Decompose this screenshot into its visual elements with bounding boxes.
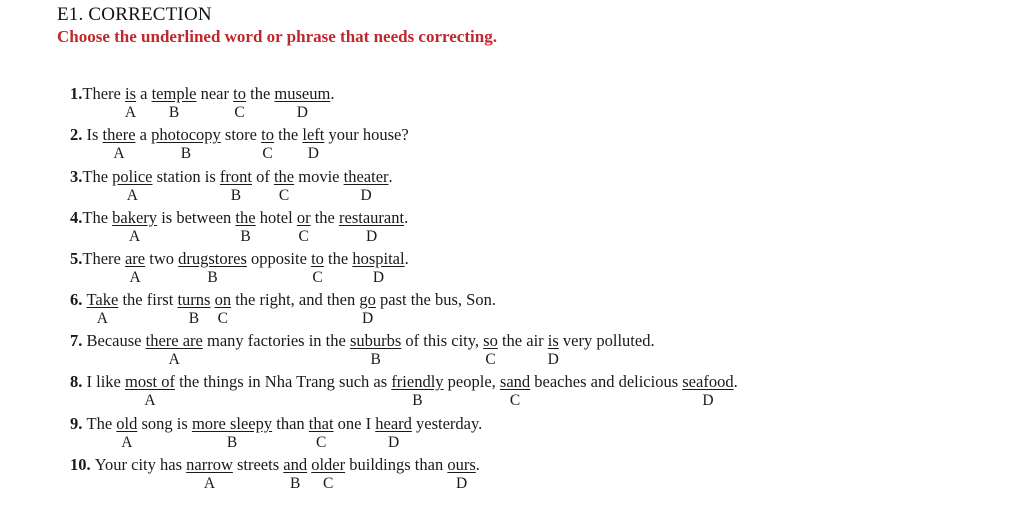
question-fragment: yesterday. [411, 414, 483, 433]
page-title: E1. CORRECTION [57, 4, 212, 25]
option-letter: C [234, 104, 245, 121]
question-fragment: I like [86, 372, 125, 391]
underlined-option[interactable] [124, 84, 137, 121]
question-fragment: than [272, 414, 309, 433]
question-fragment: station is [152, 167, 220, 186]
underlined-option[interactable] [235, 208, 256, 245]
question-fragment: . [475, 455, 480, 474]
option-letter: D [547, 351, 559, 368]
question-number: 9. [70, 414, 87, 433]
option-word: there [102, 125, 136, 144]
question-fragment: . [388, 167, 393, 186]
option-word: seafood [682, 372, 734, 391]
option-word: heard [375, 414, 412, 433]
question-number: 10. [70, 455, 95, 474]
option-letter: B [180, 145, 192, 162]
question-fragment: the things in Nha Trang such as [174, 372, 392, 391]
option-letter: C [298, 228, 309, 245]
underlined-option[interactable] [339, 208, 405, 245]
question-fragment: people, [443, 372, 500, 391]
option-letter: A [121, 434, 133, 451]
option-letter: A [124, 104, 137, 121]
option-word: narrow [186, 455, 233, 474]
question-number: 4. [70, 208, 83, 227]
option-letter: D [365, 228, 378, 245]
underlined-option[interactable] [391, 372, 444, 409]
option-word: to [311, 249, 324, 268]
option-letter: D [362, 310, 374, 327]
question-fragment: of this city, [401, 331, 484, 350]
option-word: suburbs [349, 331, 402, 350]
underlined-option[interactable] [86, 290, 119, 327]
question-text [70, 167, 393, 204]
option-word: or [296, 208, 311, 227]
option-word: on [214, 290, 232, 309]
question-fragment: the [273, 125, 303, 144]
option-letter: A [168, 351, 180, 368]
option-letter: C [217, 310, 228, 327]
option-letter: A [203, 475, 216, 492]
question-fragment: beaches and delicious [530, 372, 683, 391]
underlined-option[interactable] [375, 414, 412, 451]
underlined-option[interactable] [296, 208, 311, 245]
underlined-option[interactable] [499, 372, 531, 409]
question-fragment: one I [333, 414, 376, 433]
question-fragment: There [82, 84, 125, 103]
question-fragment: of [251, 167, 274, 186]
question-fragment: Because [86, 331, 146, 350]
underlined-option[interactable] [359, 290, 376, 327]
underlined-option[interactable] [124, 249, 146, 286]
question-number: 8. [70, 372, 87, 391]
option-letter: C [485, 351, 496, 368]
question-fragment: is between [157, 208, 236, 227]
question-number: 6. [70, 290, 87, 309]
question-fragment: past the bus, Son. [375, 290, 496, 309]
option-word: hospital [352, 249, 405, 268]
option-word: older [311, 455, 346, 474]
option-letter: D [455, 475, 468, 492]
underlined-option[interactable] [682, 372, 734, 409]
option-letter: D [296, 104, 308, 121]
option-letter: C [278, 187, 290, 204]
underlined-option[interactable] [343, 167, 389, 204]
underlined-option[interactable] [283, 455, 308, 492]
question-fragment: your house? [324, 125, 409, 144]
question-number: 3. [70, 167, 83, 186]
question-fragment: two [145, 249, 179, 268]
option-letter: A [144, 392, 156, 409]
underlined-option[interactable] [311, 249, 324, 286]
option-letter: D [372, 269, 385, 286]
option-word: the [235, 208, 256, 227]
underlined-option[interactable] [178, 249, 247, 286]
option-word: drugstores [178, 249, 247, 268]
underlined-option[interactable] [274, 84, 331, 121]
question-fragment: The [86, 414, 117, 433]
option-letter: C [262, 145, 273, 162]
underlined-option[interactable] [191, 414, 273, 451]
option-word: there are [145, 331, 203, 350]
question-text [70, 290, 496, 327]
question-number: 5. [70, 249, 83, 268]
question-fragment: . [733, 372, 738, 391]
option-word: is [124, 84, 136, 103]
option-letter: C [312, 269, 323, 286]
question-text [70, 414, 483, 451]
question-fragment: near [196, 84, 234, 103]
question-fragment: a [136, 84, 152, 103]
option-word: sand [499, 372, 531, 391]
option-letter: B [207, 269, 218, 286]
option-word: to [233, 84, 246, 103]
option-letter: B [168, 104, 180, 121]
option-letter: C [323, 475, 334, 492]
underlined-option[interactable] [214, 290, 232, 327]
option-letter: C [509, 392, 521, 409]
question-fragment: streets [232, 455, 284, 474]
option-letter: D [702, 392, 714, 409]
underlined-option[interactable] [125, 372, 175, 409]
question-fragment: opposite [246, 249, 312, 268]
underlined-option[interactable] [145, 331, 203, 368]
option-word: bakery [112, 208, 158, 227]
option-letter: B [188, 310, 200, 327]
option-letter: D [360, 187, 372, 204]
option-word: museum [274, 84, 331, 103]
underlined-option[interactable] [302, 125, 325, 162]
question-text [70, 125, 409, 162]
underlined-option[interactable] [352, 249, 405, 286]
question-fragment: . [404, 249, 409, 268]
option-word: front [219, 167, 252, 186]
option-word: are [124, 249, 146, 268]
question-fragment: movie [294, 167, 344, 186]
question-fragment: the [323, 249, 353, 268]
option-letter: D [387, 434, 400, 451]
option-word: theater [343, 167, 389, 186]
option-word: the [273, 167, 295, 186]
option-word: friendly [391, 372, 444, 391]
option-word: is [547, 331, 559, 350]
underlined-option[interactable] [102, 125, 136, 162]
option-word: go [359, 290, 376, 309]
question-fragment: The [82, 208, 113, 227]
underlined-option[interactable] [447, 455, 476, 492]
underlined-option[interactable] [112, 208, 158, 245]
question-text [70, 372, 738, 409]
question-fragment: store [220, 125, 262, 144]
option-letter: C [316, 434, 327, 451]
option-word: left [302, 125, 325, 144]
question-number: 2. [70, 125, 87, 144]
question-fragment: There [82, 249, 125, 268]
option-word: turns [177, 290, 211, 309]
question-fragment: the right, and then [231, 290, 360, 309]
underlined-option[interactable] [116, 414, 138, 451]
option-word: so [483, 331, 498, 350]
question-fragment: . [404, 208, 409, 227]
question-fragment: the [310, 208, 340, 227]
option-word: restaurant [339, 208, 405, 227]
underlined-option[interactable] [261, 125, 274, 162]
question-fragment: Is [86, 125, 103, 144]
question-number: 1. [70, 84, 83, 103]
question-fragment: hotel [255, 208, 297, 227]
question-number: 7. [70, 331, 87, 350]
option-letter: B [230, 187, 242, 204]
option-word: police [112, 167, 153, 186]
question-fragment: The [82, 167, 113, 186]
option-letter: B [370, 351, 381, 368]
underlined-option[interactable] [483, 331, 498, 368]
question-fragment: the air [497, 331, 548, 350]
underlined-option[interactable] [273, 167, 295, 204]
underlined-option[interactable] [186, 455, 233, 492]
question-fragment: song is [137, 414, 192, 433]
option-word: more sleepy [191, 414, 273, 433]
option-letter: A [113, 145, 125, 162]
option-word: that [308, 414, 334, 433]
question-fragment: Your city has [94, 455, 187, 474]
question-fragment: the [245, 84, 275, 103]
question-text [70, 455, 480, 492]
question-fragment: . [330, 84, 335, 103]
option-letter: D [307, 145, 319, 162]
option-word: photocopy [151, 125, 221, 144]
option-letter: B [240, 228, 251, 245]
underlined-option[interactable] [233, 84, 246, 121]
question-fragment: very polluted. [558, 331, 655, 350]
question-text [70, 331, 655, 368]
option-letter: B [290, 475, 301, 492]
underlined-option[interactable] [151, 84, 197, 121]
option-word: most of [125, 372, 175, 391]
underlined-option[interactable] [547, 331, 559, 368]
underlined-option[interactable] [308, 414, 334, 451]
instruction: Choose the underlined word or phrase that needs correcting. [57, 27, 497, 46]
question-fragment: buildings than [345, 455, 448, 474]
question-fragment: a [135, 125, 152, 144]
question-text [70, 208, 409, 245]
option-letter: B [226, 434, 238, 451]
underlined-option[interactable] [349, 331, 402, 368]
underlined-option[interactable] [177, 290, 211, 327]
option-word: temple [151, 84, 197, 103]
question-text [70, 249, 409, 286]
option-letter: B [412, 392, 423, 409]
option-word: old [116, 414, 138, 433]
option-word: ours [447, 455, 476, 474]
option-letter: A [129, 228, 141, 245]
underlined-option[interactable] [311, 455, 346, 492]
underlined-option[interactable] [219, 167, 252, 204]
option-word: to [261, 125, 274, 144]
option-letter: A [96, 310, 109, 327]
option-word: and [283, 455, 308, 474]
question-fragment: the first [118, 290, 178, 309]
option-letter: A [126, 187, 138, 204]
question-text [70, 84, 335, 121]
question-fragment: many factories in the [202, 331, 350, 350]
option-letter: A [129, 269, 141, 286]
underlined-option[interactable] [151, 125, 221, 162]
option-word: Take [86, 290, 119, 309]
underlined-option[interactable] [112, 167, 153, 204]
